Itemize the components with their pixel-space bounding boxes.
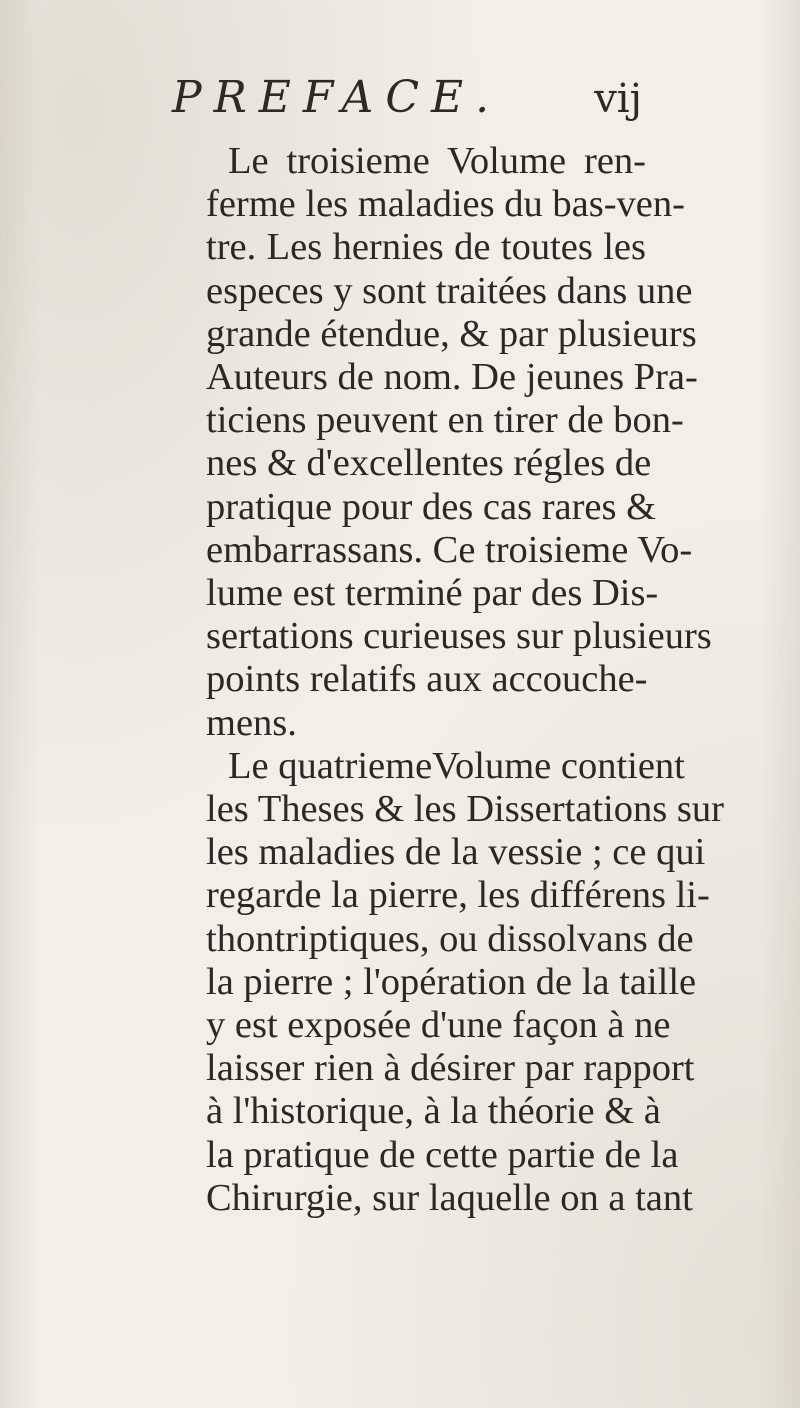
text-line: grande étendue, & par plusieurs — [206, 312, 697, 355]
text-line: les maladies de la vessie ; ce qui — [206, 831, 706, 874]
text-line: les Theses & les Dissertations sur — [206, 788, 724, 831]
text-line: ticiens peuvent en tirer de bon- — [206, 399, 684, 442]
text-line: laisser rien à désirer par rapport — [206, 1047, 695, 1090]
text-line: embarrassans. Ce troisieme Vo- — [206, 528, 693, 571]
text-line: pratique pour des cas rares & — [206, 485, 657, 528]
text-line: lume est terminé par des Dis- — [206, 572, 659, 615]
text-line: à l'historique, à la théorie & à — [206, 1090, 661, 1133]
page-number: vij — [594, 76, 642, 122]
text-line: sertations curieuses sur plusieurs — [206, 615, 712, 658]
text-line: Le quatriemeVolume contient — [228, 744, 685, 787]
paragraph-third-volume — [206, 140, 712, 745]
text-line: especes y sont traitées dans une — [206, 269, 693, 312]
text-line: thontriptiques, ou dissolvans de — [206, 917, 694, 960]
text-line: points relatifs aux accouche- — [206, 658, 648, 701]
paragraph-fourth-volume — [206, 744, 724, 1220]
text-line: mens. — [206, 701, 297, 744]
text-line: ferme les maladies du bas-ven- — [206, 183, 685, 226]
page-header — [172, 72, 642, 132]
running-title: PREFACE. — [172, 72, 502, 123]
text-line: nes & d'excellentes régles de — [206, 442, 652, 485]
text-line: la pratique de cette partie de la — [206, 1133, 679, 1176]
text-line: Le troisieme Volume ren- — [228, 140, 646, 182]
text-line: Auteurs de nom. De jeunes Pra- — [206, 356, 698, 399]
text-line: Chirurgie, sur laquelle on a tant — [206, 1176, 693, 1219]
text-line: la pierre ; l'opération de la taille — [206, 960, 697, 1003]
body-text — [206, 140, 724, 1220]
text-line: y est exposée d'une façon à ne — [206, 1004, 671, 1047]
text-line: regarde la pierre, les différens li- — [206, 874, 710, 917]
text-line: tre. Les hernies de toutes les — [206, 226, 646, 269]
